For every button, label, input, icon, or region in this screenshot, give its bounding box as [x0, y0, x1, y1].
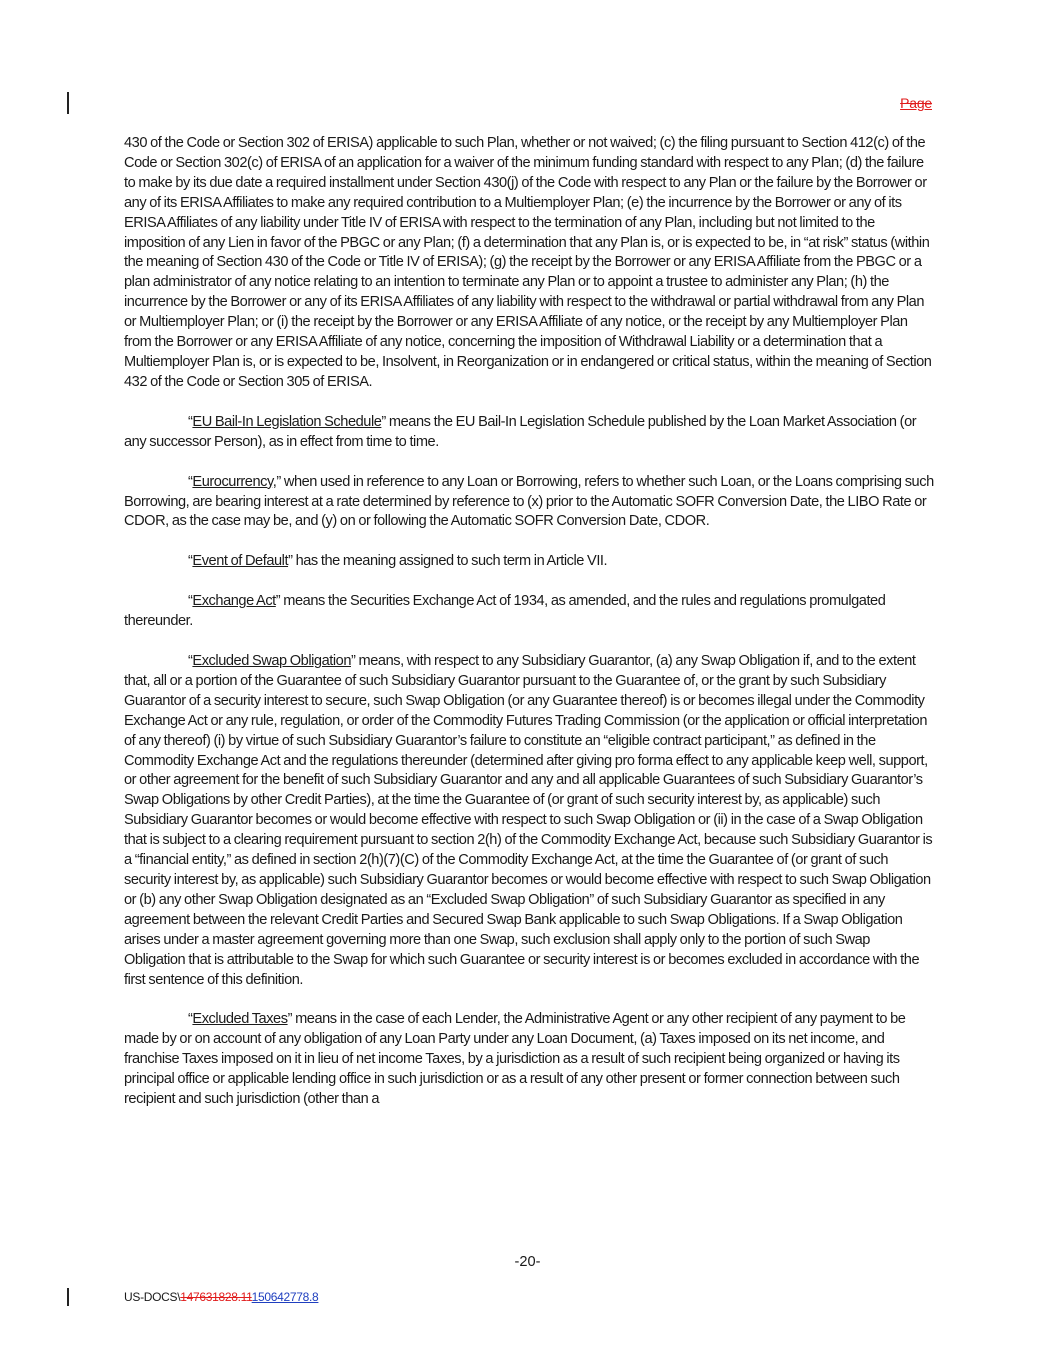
definition-text: means the EU Bail-In Legislation Schedule published by the Loan Market Association (or any successor Person), as in effect from time to time. — [124, 413, 917, 450]
open-quote: “ — [188, 553, 193, 570]
definition-text: means, with respect to any Subsidiary Guarantor, (a) any Swap Obligation if, and to the extent that, all or a portion of the Guarantee of such Subsidiary Guarantor pursuant to the Guarantee of, or the grant by such Subsidiary Guarantor of a security interest to secure, such Swap Obligation (or any Guarantee thereof) is or becomes illegal under the Commodity Exchange Act or any rule, regulation, or order of the Commodity Futures Trading Commission (or the application or official interpretation of any thereof) (i) by virtue of such Subsidiary Guarantor’s failure to constitute an “eligible contract participant,” as defined in the Commodity Exchange Act and the regulations thereunder (determined after giving pro forma effect to any applicable keep well, support, or other agreement for the benefit of such Subsidiary Guarantor and any and all applicable Guarantees of such Subsidiary Guarantor’s Swap Obligations by other Credit Parties), at the time the Guarantee of (or grant of such security interest by, as applicable) such Subsidiary Guarantor becomes or would become effective with respect to such Swap Obligation or (ii) in the case of a Swap Obligation that is subject to a clearing requirement pursuant to section 2(h) of the Commodity Exchange Act, because such Subsidiary Guarantor is a “financial entity,” as defined in section 2(h)(7)(C) of the Commodity Exchange Act, at the time the Guarantee of (or grant of such security interest by, as applicable) such Subsidiary Guarantor becomes or would become effective with respect to such Swap Obligation or (b) any other Swap Obligation designated as an “Excluded Swap Obligation” of such Subsidiary Guarantor as specified in any agreement between the relevant Credit Parties and Secured Swap Bank applicable to such Swap Obligations. If a Swap Obligation arises under a master agreement governing more than one Swap, such exclusion shall apply only to the portion of such Swap Obligation that is attributable to the Swap for which such Guarantee or security interest is or becomes excluded in accordance with the first sentence of this definition. — [124, 653, 933, 988]
defined-term: EU Bail-In Legislation Schedule — [192, 413, 382, 430]
definition-text: has the meaning assigned to such term in Article VII. — [292, 553, 608, 570]
document-body — [124, 134, 934, 1130]
inserted-document-id: 150642778.8 — [251, 1290, 319, 1304]
definition-excluded-swap-obligation — [124, 652, 934, 990]
open-quote: “ — [188, 413, 193, 430]
definition-text: means in the case of each Lender, the Administrative Agent or any other recipient of any payment to be made by or on account of any obligation of any Loan Party under any Loan Document, (a) Taxes imposed on its net income, and franchise Taxes imposed on it in lieu of net income Taxes, by a jurisdiction as a result of such recipient being organized or having its principal office or applicable lending office in such jurisdiction or as a result of any other present or former connection between such recipient and such jurisdiction (other than a — [124, 1011, 906, 1108]
open-quote: “ — [188, 593, 193, 610]
deleted-document-id: 147631828.11 — [180, 1290, 252, 1304]
close-quote: ” — [351, 653, 356, 670]
defined-term: Event of Default — [192, 553, 289, 570]
defined-term: Excluded Taxes — [192, 1011, 288, 1028]
page-number: -20- — [514, 1254, 541, 1270]
document-id-footer — [124, 1290, 318, 1304]
close-quote: ,” — [272, 473, 281, 490]
open-quote: “ — [188, 1011, 193, 1028]
definition-event-of-default — [124, 552, 934, 572]
close-quote: ” — [288, 553, 293, 570]
page-header-label: Page — [900, 95, 932, 111]
defined-term: Exchange Act — [192, 593, 276, 610]
definition-text: when used in reference to any Loan or Borrowing, refers to whether such Loan, or the Loans comprising such Borrowing, are bearing interest at a rate determined by reference to (x) prior to the Automatic SOFR Conversion Date, the LIBO Rate or CDOR, as the case may be, and (y) on or following the Automatic SOFR Conversion Date, CDOR. — [124, 473, 934, 530]
definition-excluded-taxes — [124, 1010, 934, 1110]
continued-paragraph — [124, 134, 934, 393]
close-quote: ” — [381, 413, 386, 430]
definition-eu-bail-in — [124, 413, 934, 453]
change-bar-top — [67, 92, 69, 114]
definition-text: means the Securities Exchange Act of 1934, as amended, and the rules and regulations promulgated thereunder. — [124, 593, 886, 630]
footer-prefix: US-DOCS\ — [124, 1290, 181, 1304]
definition-exchange-act — [124, 592, 934, 632]
definition-eurocurrency — [124, 473, 934, 533]
defined-term: Excluded Swap Obligation — [192, 653, 351, 670]
close-quote: ” — [275, 593, 281, 610]
open-quote: “ — [188, 473, 193, 490]
close-quote: ” — [287, 1011, 292, 1028]
defined-term: Eurocurrency — [192, 473, 273, 490]
change-bar-bottom — [67, 1288, 69, 1306]
paragraph-text: 430 of the Code or Section 302 of ERISA) applicable to such Plan, whether or not waived; (c) the filing pursuant to Section 412(c) of the Code or Section 302(c) of ERISA of an application for a waiver of the minimum funding standard with respect to any Plan; (d) the failure to make by its due date a required installment under Section 430(j) of the Code with respect to any Plan or the failure by the Borrower or any of its ERISA Affiliates to make any required contribution to a Multiemployer Plan; (e) the incurrence by the Borrower or any of its ERISA Affiliates of any liability under Title IV of ERISA with respect to the termination of any Plan, including but not limited to the imposition of any Lien in favor of the PBGC or any Plan; (f) a determination that any Plan is, or is expected to be, in “at risk” status (within the meaning of Section 430 of the Code or Title IV of ERISA); (g) the receipt by the Borrower or any ERISA Affiliate from the PBGC or a plan administrator of any notice relating to an intention to terminate any Plan or to appoint a trustee to administer any Plan; (h) the incurrence by the Borrower or any of its ERISA Affiliates of any liability with respect to the withdrawal or partial withdrawal from any Plan or Multiemployer Plan; or (i) the receipt by the Borrower or any ERISA Affiliate of any notice, or the receipt by any Multiemployer Plan from the Borrower or any ERISA Affiliate of any notice, concerning the imposition of Withdrawal Liability or a determination that a Multiemployer Plan is, or is expected to be, Insolvent, in Reorganization or in endangered or critical status, within the meaning of Section 432 of the Code or Section 305 of ERISA. — [124, 135, 932, 390]
open-quote: “ — [188, 653, 193, 670]
